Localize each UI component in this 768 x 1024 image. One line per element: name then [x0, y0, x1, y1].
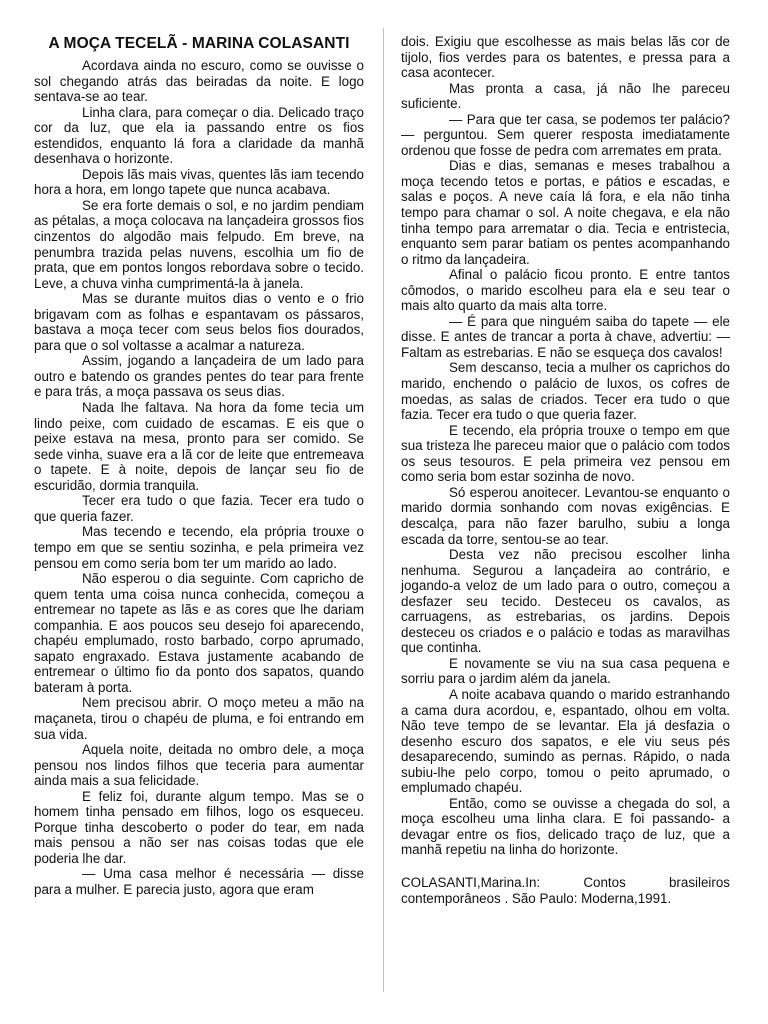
paragraph: Se era forte demais o sol, e no jardim pendiam as pétalas, a moça colocava na lançadeira grossos fios cinzentos do algodão mais felpudo. Em breve, na penumbra trazida pelas nuvens, escolhia um fio de prata, que em pontos longos rebordava sobre o tecido. Leve, a chuva vinha cumprimentá-la à janela.	[34, 197, 364, 291]
paragraph: Nem precisou abrir. O moço meteu a mão na maçaneta, tirou o chapéu de pluma, e foi entrando em sua vida.	[34, 695, 364, 742]
right-column	[401, 34, 730, 906]
paragraph: Nada lhe faltava. Na hora da fome tecia um lindo peixe, com cuidado de escamas. E eis que o peixe estava na mesa, pronto para ser comido. Se sede vinha, suave era a lã cor de leite que entremeava o tapete. E à noite, depois de lançar seu fio de escuridão, dormia tranquila.	[34, 400, 364, 493]
paragraph: — Uma casa melhor é necessária — disse para a mulher. E parecia justo, agora que eram	[34, 866, 364, 897]
paragraph: Depois lãs mais vivas, quentes lãs iam tecendo hora a hora, em longo tapete que nunca acabava.	[34, 166, 364, 198]
paragraph: Tecer era tudo o que fazia. Tecer era tudo o que queria fazer.	[34, 493, 364, 524]
paragraph: Mas se durante muitos dias o vento e o frio brigavam com as folhas e espantavam os pássaros, bastava a moça tecer com seus belos fios dourados, para que o sol voltasse a acalmar a natureza.	[34, 291, 364, 353]
paragraph: E novamente se viu na sua casa pequena e sorriu para o jardim além da janela.	[401, 655, 730, 687]
paragraph: A noite acabava quando o marido estranhando a cama dura acordou, e, espantado, olhou em volta. Não teve tempo de se levantar. Ela já desfazia o desenho escuro dos sapatos, e ele viu seus pés desaparecendo, sumindo as pernas. Rápido, o nada subiu-lhe pelo corpo, tomou o peito aprumado, o emplumado chapéu.	[401, 686, 730, 796]
paragraph: Linha clara, para começar o dia. Delicado traço cor da luz, que ela ia passando entre os fios estendidos, enquanto lá fora a claridade da manhã desenhava o horizonte.	[34, 104, 364, 167]
paragraph: E tecendo, ela própria trouxe o tempo em que sua tristeza lhe pareceu maior que o palácio com todos os seus tesouros. E pela primeira vez pensou em como seria bom estar sozinha de novo.	[401, 422, 730, 485]
paragraph: E feliz foi, durante algum tempo. Mas se o homem tinha pensado em filhos, logo os esqueceu. Porque tinha descoberto o poder do tear, em nada mais pensou a não ser nas coisas todas que ele poderia lhe dar.	[34, 788, 364, 866]
paragraph: Então, como se ouvisse a chegada do sol, a moça escolheu uma linha clara. E foi passando- a devagar entre os fios, delicado traço de luz, que a manhã repetiu na linha do horizonte.	[401, 795, 730, 858]
paragraph: Acordava ainda no escuro, como se ouvisse o sol chegando atrás das beiradas da noite. E logo sentava-se ao tear.	[34, 58, 364, 105]
paragraph: Assim, jogando a lançadeira de um lado para outro e batendo os grandes pentes do tear para frente e para trás, a moça passava os seus dias.	[34, 353, 364, 400]
column-divider	[383, 28, 384, 992]
paragraph: Afinal o palácio ficou pronto. E entre tantos cômodos, o marido escolheu para ela e seu tear o mais alto quarto da mais alta torre.	[401, 267, 730, 314]
story-title: A MOÇA TECELÃ - MARINA COLASANTI	[48, 35, 350, 52]
paragraph: — É para que ninguém saiba do tapete — ele disse. E antes de trancar a porta à chave, advertiu: — Faltam as estrebarias. E não se esqueça dos cavalos!	[401, 313, 730, 360]
paragraph: Sem descanso, tecia a mulher os caprichos do marido, enchendo o palácio de luxos, os cofres de moedas, as salas de criados. Tecer era tudo o que fazia. Tecer era tudo o que queria fazer.	[401, 360, 730, 423]
paragraph: Dias e dias, semanas e meses trabalhou a moça tecendo tetos e portas, e pátios e escadas, e salas e poços. A neve caía lá fora, e ela não tinha tempo para chamar o sol. A noite chegava, e ela não tinha tempo para arrematar o dia. Tecia e entristecia, enquanto sem parar batiam os pentes acompanhando o ritmo da lançadeira.	[401, 158, 730, 267]
paragraph: Mas pronta a casa, já não lhe pareceu suficiente.	[401, 80, 730, 112]
paragraph: Mas tecendo e tecendo, ela própria trouxe o tempo em que se sentiu sozinha, e pela primeira vez pensou em como seria bom ter um marido ao lado.	[34, 524, 364, 571]
paragraph: — Para que ter casa, se podemos ter palácio? — perguntou. Sem querer resposta imediatamente ordenou que fosse de pedra com arremates em prata.	[401, 111, 730, 158]
bibliographic-reference: COLASANTI,Marina.In: Contos brasileiros contemporâneos . São Paulo: Moderna,1991.	[401, 874, 730, 906]
paragraph: Desta vez não precisou escolher linha nenhuma. Segurou a lançadeira ao contrário, e jogando-a veloz de um lado para o outro, começou a desfazer seu tecido. Desteceu os cavalos, as carruagens, as estrebarias, os jardins. Depois desteceu os criados e o palácio e todas as maravilhas que continha.	[401, 547, 730, 656]
paragraph: Não esperou o dia seguinte. Com capricho de quem tenta uma coisa nunca conhecida, começou a entremear no tapete as lãs e as cores que lhe dariam companhia. E aos poucos seu desejo foi aparecendo, chapéu emplumado, rosto barbado, corpo aprumado, sapato engraxado. Estava justamente acabando de entremear o último fio da ponto dos sapatos, quando bateram à porta.	[34, 571, 364, 695]
paragraph: Só esperou anoitecer. Levantou-se enquanto o marido dormia sonhando com novas exigências. E descalça, para não fazer barulho, subiu a longa escada da torre, sentou-se ao tear.	[401, 484, 730, 547]
paragraph-continuation: dois. Exigiu que escolhesse as mais belas lãs cor de tijolo, fios verdes para os batentes, e pressa para a casa acontecer.	[401, 34, 730, 81]
left-column	[34, 34, 364, 898]
paragraph: Aquela noite, deitada no ombro dele, a moça pensou nos lindos filhos que teceria para aumentar ainda mais a sua felicidade.	[34, 742, 364, 789]
